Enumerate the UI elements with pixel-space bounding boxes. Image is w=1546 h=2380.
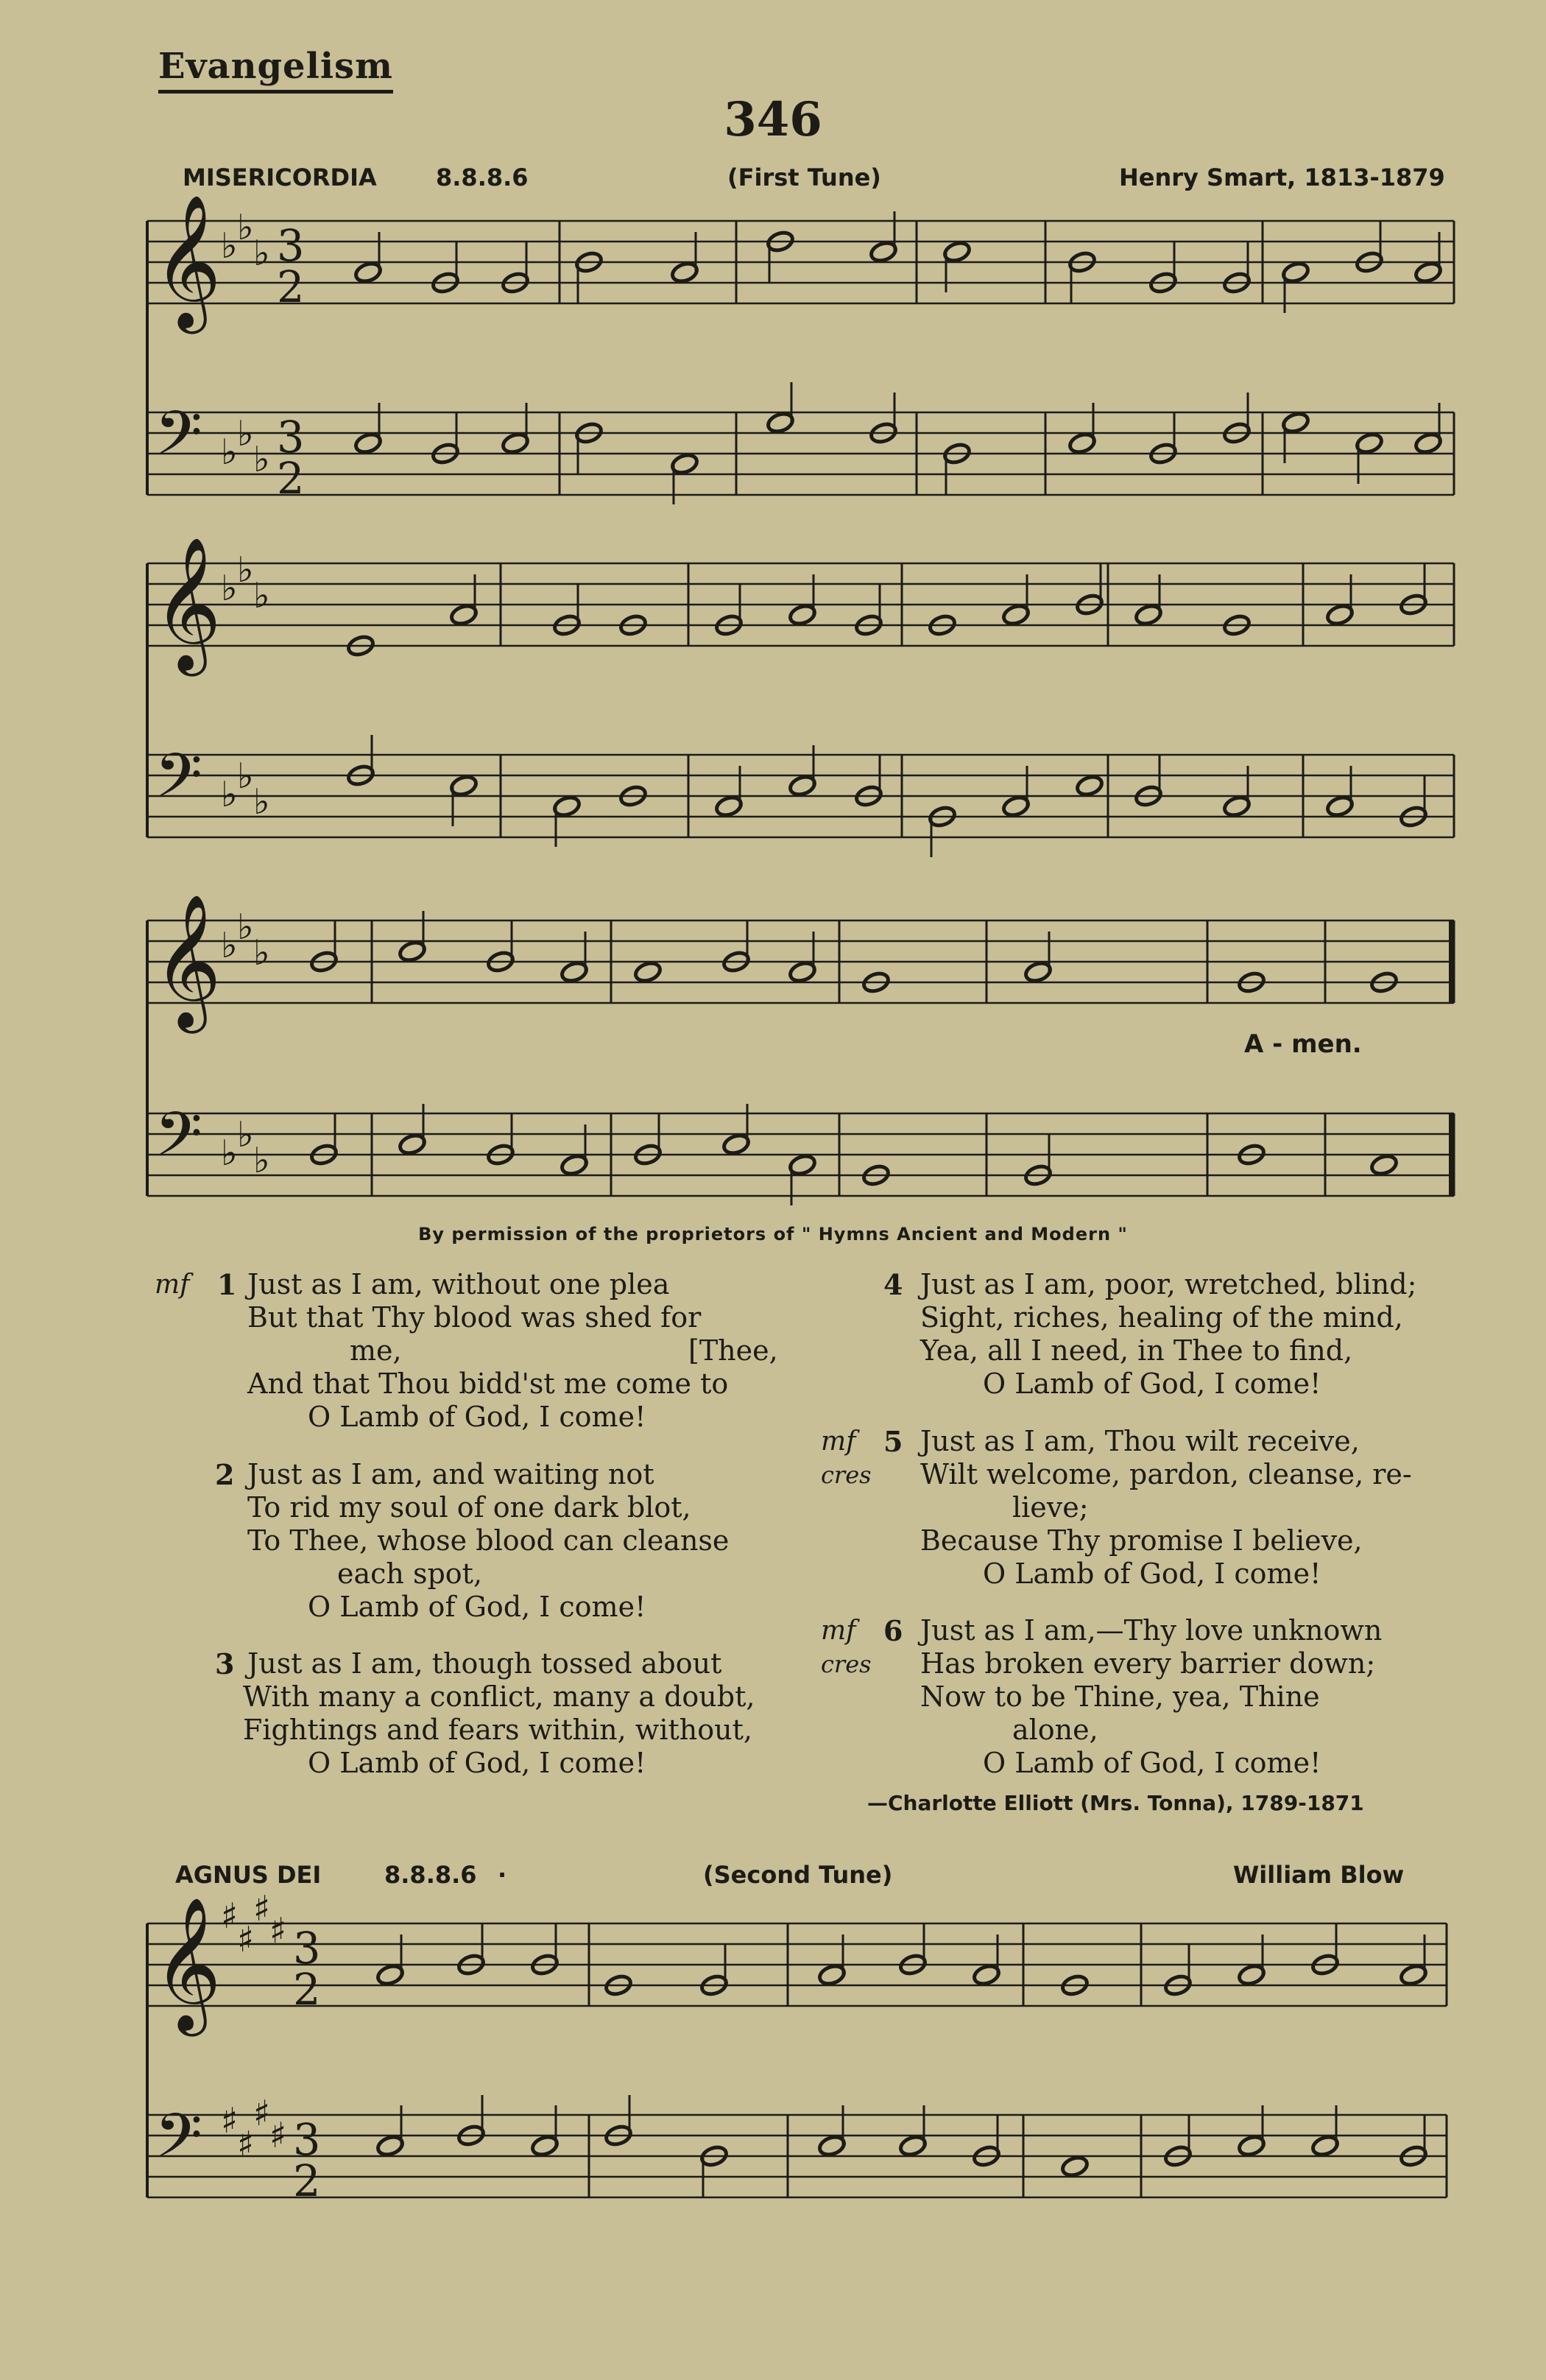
note-head: [1060, 2155, 1089, 2178]
text-author: —Charlotte Elliott (Mrs. Tonna), 1789-1871: [867, 1791, 1364, 1815]
verse-line: each spot,: [337, 1557, 483, 1590]
dynamic-mark: mf: [155, 1270, 190, 1300]
dynamic-mark: mf: [821, 1426, 856, 1457]
treble-clef: 𝄞: [153, 1895, 222, 2030]
hymn-number: 346: [724, 92, 822, 147]
verse-line: Sight, riches, healing of the mind,: [920, 1301, 1403, 1334]
flat-sign: ♭: [221, 432, 238, 473]
sharp-sign: ♯: [237, 1920, 255, 1960]
flat-sign: ♭: [221, 1133, 238, 1174]
verse-line: Just as I am, and waiting not: [247, 1458, 654, 1490]
time-signature: 3: [277, 220, 305, 271]
verse-line: O Lamb of God, I come!: [308, 1401, 646, 1433]
verse-line: O Lamb of God, I come!: [983, 1747, 1321, 1779]
verse-line: But that Thy blood was shed for: [247, 1301, 702, 1334]
tune2-bullet: ·: [498, 1861, 507, 1889]
bass-clef: 𝄢: [155, 739, 202, 826]
verse-line: me,: [350, 1334, 402, 1367]
dynamic-mark: mf: [821, 1616, 856, 1646]
verse-line: O Lamb of God, I come!: [308, 1591, 646, 1623]
verse-line: Now to be Thine, yea, Thine: [920, 1680, 1320, 1713]
bass-clef: 𝄢: [155, 396, 202, 484]
time-signature: 3: [293, 1923, 321, 1974]
verse-number: 5: [883, 1425, 903, 1458]
sharp-sign: ♯: [253, 2094, 271, 2134]
time-signature: 3: [293, 2114, 321, 2165]
note-head: [1369, 1153, 1398, 1177]
flat-sign: ♭: [253, 440, 270, 480]
verse-line: To Thee, whose blood can cleanse: [247, 1524, 730, 1557]
verse-line: Just as I am, though tossed about: [247, 1647, 722, 1680]
sharp-sign: ♯: [269, 2116, 287, 2156]
verse-number: 4: [883, 1268, 903, 1301]
verse-number: 1: [217, 1268, 237, 1301]
verse-line: Fightings and fears within, without,: [243, 1714, 752, 1746]
crescendo-mark: cres: [821, 1461, 872, 1489]
tune2-label: (Second Tune): [703, 1861, 893, 1889]
sharp-sign: ♯: [237, 2124, 255, 2165]
time-signature: 2: [277, 261, 305, 312]
tune1-label: (First Tune): [727, 163, 881, 191]
verse-number: 3: [215, 1647, 235, 1680]
verse-line: lieve;: [1012, 1491, 1089, 1524]
flat-sign: ♭: [221, 568, 238, 609]
verse-line: Has broken every barrier down;: [920, 1647, 1376, 1680]
time-signature: 3: [277, 412, 305, 462]
flat-sign: ♭: [253, 1141, 270, 1181]
verse-line: O Lamb of God, I come!: [983, 1557, 1321, 1590]
treble-clef: 𝄞: [153, 193, 222, 328]
tune2-composer: William Blow: [1233, 1861, 1405, 1889]
tune1-meter: 8.8.8.6: [436, 163, 529, 191]
tune2-name: AGNUS DEI: [175, 1861, 322, 1889]
flat-sign: ♭: [237, 550, 254, 591]
section-label: Evangelism: [158, 46, 393, 94]
flat-sign: ♭: [237, 1115, 254, 1155]
amen-lyric: A - men.: [1244, 1029, 1362, 1059]
bass-clef: 𝄢: [155, 2099, 202, 2186]
sharp-sign: ♯: [269, 1911, 287, 1951]
sharp-sign: ♯: [221, 2101, 239, 2141]
note-head: [633, 960, 662, 984]
verse-number: 2: [215, 1458, 235, 1491]
flat-sign: ♭: [237, 756, 254, 797]
verse-line: O Lamb of God, I come!: [308, 1747, 646, 1779]
crescendo-mark: cres: [821, 1650, 872, 1678]
note-head: [1075, 774, 1104, 798]
verse-line: [Thee,: [688, 1334, 778, 1367]
sharp-sign: ♯: [221, 1896, 239, 1937]
flat-sign: ♭: [221, 926, 238, 966]
verse-line: Just as I am,—Thy love unknown: [920, 1614, 1383, 1647]
verse-line: alone,: [1012, 1714, 1098, 1746]
verse-line: Just as I am, Thou wilt receive,: [920, 1425, 1360, 1457]
flat-sign: ♭: [237, 907, 254, 948]
verse-line: O Lamb of God, I come!: [983, 1367, 1321, 1400]
bass-clef: 𝄢: [155, 1097, 202, 1185]
time-signature: 2: [277, 453, 305, 504]
flat-sign: ♭: [253, 233, 270, 274]
flat-sign: ♭: [221, 775, 238, 815]
verse-line: Just as I am, without one plea: [247, 1268, 670, 1300]
verse-line: To rid my soul of one dark blot,: [247, 1491, 691, 1524]
time-signature: 2: [293, 1964, 321, 2015]
tune1-name: MISERICORDIA: [183, 163, 377, 191]
tune1-composer: Henry Smart, 1813-1879: [1119, 163, 1445, 191]
flat-sign: ♭: [253, 782, 270, 823]
verse-line: Because Thy promise I believe,: [920, 1524, 1363, 1557]
verse-line: And that Thou bidd'st me come to: [247, 1367, 729, 1400]
verse-line: Just as I am, poor, wretched, blind;: [920, 1268, 1417, 1300]
verse-number: 6: [883, 1614, 903, 1647]
tune2-meter: 8.8.8.6: [384, 1861, 477, 1889]
flat-sign: ♭: [237, 208, 254, 248]
flat-sign: ♭: [221, 226, 238, 267]
flat-sign: ♭: [253, 576, 270, 616]
verse-line: Yea, all I need, in Thee to find,: [920, 1334, 1353, 1367]
verse-line: Wilt welcome, pardon, cleanse, re-: [920, 1458, 1412, 1490]
permission-note: By permission of the proprietors of " Hymns Ancient and Modern ": [418, 1224, 1128, 1244]
treble-clef: 𝄞: [153, 535, 222, 670]
flat-sign: ♭: [253, 933, 270, 974]
flat-sign: ♭: [237, 414, 254, 454]
time-signature: 2: [293, 2155, 321, 2206]
verse-line: With many a conflict, many a doubt,: [243, 1680, 755, 1713]
treble-clef: 𝄞: [153, 892, 222, 1027]
sharp-sign: ♯: [253, 1889, 271, 1929]
